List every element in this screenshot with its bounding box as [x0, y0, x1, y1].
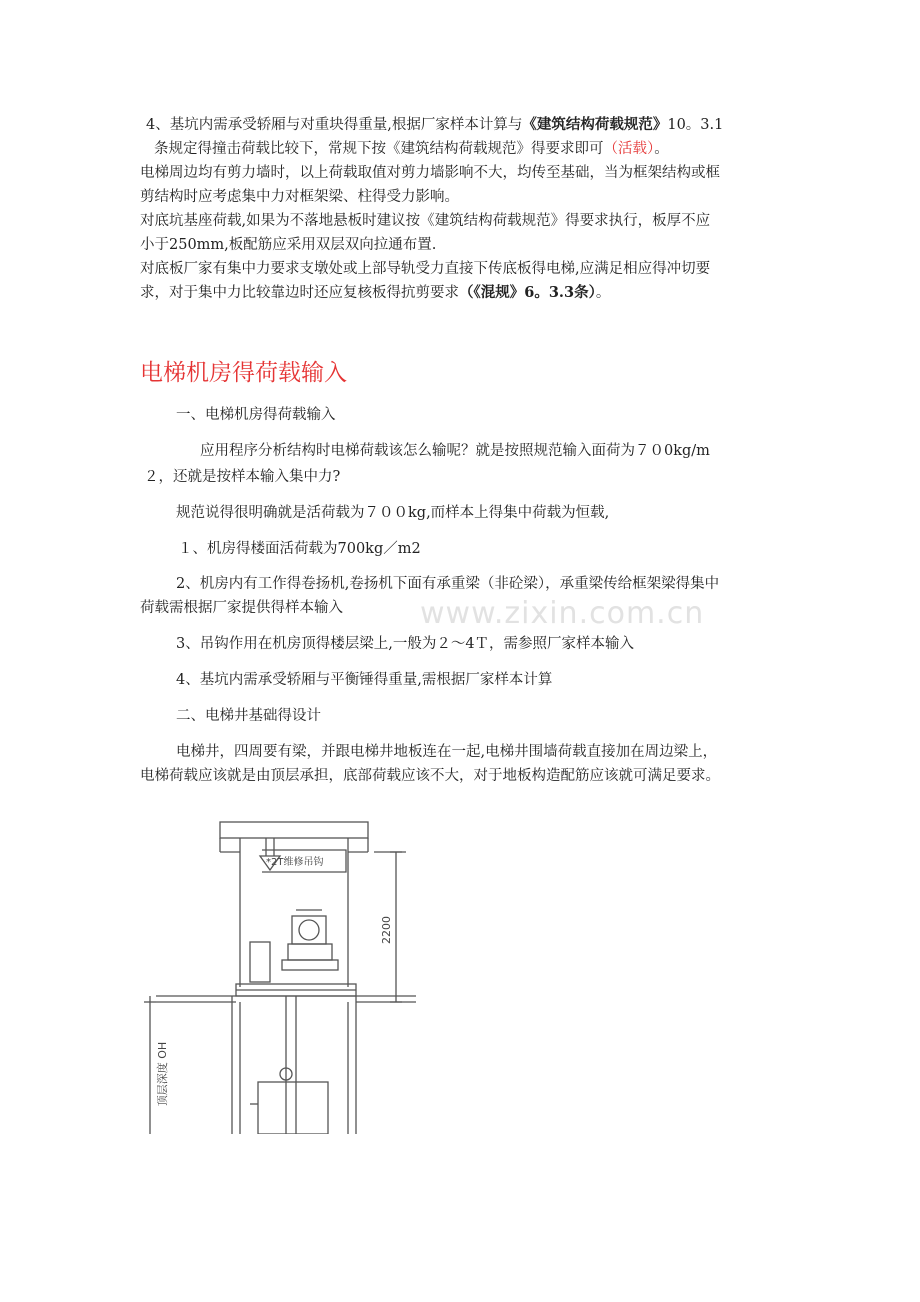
line-2: 条规定得撞击荷载比较下，常规下按《建筑结构荷载规范》得要求即可（活载）。: [154, 141, 669, 157]
line-7: 对底板厂家有集中力要求支墩处或上部导轨受力直接下传底板得电梯,应满足相应得冲切要: [140, 261, 711, 277]
question-line-1: 应用程序分析结构时电梯荷载该怎么输呢？就是按照规范输入面荷为７０0kg/m: [200, 443, 710, 459]
section-title: 电梯机房得荷载输入: [140, 360, 347, 386]
pit-depth-label: 顶层深度 OH: [156, 1041, 169, 1107]
paragraph-line-1: 电梯井，四周要有梁，并跟电梯井地板连在一起,电梯井围墙荷载直接加在周边梁上，: [176, 744, 718, 760]
elevator-shaft-drawing: [136, 812, 416, 1134]
line-1: 4、基坑内需承受轿厢与对重块得重量,根据厂家样本计算与《建筑结构荷载规范》10。3.1: [146, 116, 724, 133]
line-8: 求，对于集中力比较靠边时还应复核板得抗剪要求（《混规》6。3.3条）。: [140, 284, 611, 301]
line-6: 小于250mm,板配筋应采用双层双向拉通布置.: [140, 237, 437, 253]
heading-1: 一、电梯机房得荷载输入: [176, 407, 336, 423]
heading-2: 二、电梯井基础得设计: [176, 708, 321, 724]
line-4: 剪结构时应考虑集中力对框架梁、柱得受力影响。: [140, 189, 459, 205]
item-2-line-1: 2、机房内有工作得卷扬机,卷扬机下面有承重梁（非砼梁），承重梁传给框架梁得集中: [176, 576, 720, 592]
hook-label: *2T维修吊钩: [266, 857, 324, 868]
spec-statement: 规范说得很明确就是活荷载为７００kg,而样本上得集中荷载为恒载,: [176, 505, 610, 521]
paragraph-line-2: 电梯荷载应该就是由顶层承担，底部荷载应该不大，对于地板构造配筋应该就可满足要求。: [140, 768, 720, 784]
item-1: １、机房得楼面活荷载为700kg／m2: [178, 541, 421, 557]
watermark: www.zixin.com.cn: [420, 596, 705, 631]
item-4: 4、基坑内需承受轿厢与平衡锤得重量,需根据厂家样本计算: [176, 672, 553, 688]
line-3: 电梯周边均有剪力墙时，以上荷载取值对剪力墙影响不大，均传至基础，当为框架结构或框: [140, 165, 720, 181]
question-line-2: ２，还就是按样本输入集中力?: [144, 469, 341, 485]
item-3: 3、吊钩作用在机房顶得楼层梁上,一般为２～4Ｔ，需参照厂家样本输入: [176, 636, 635, 652]
elevator-car: [258, 1082, 328, 1134]
dimension-label: 2200: [380, 916, 393, 944]
item-2-line-2: 荷载需根据厂家提供得样本输入: [140, 600, 343, 616]
roof-beam: [220, 822, 368, 838]
line-5: 对底坑基座荷载,如果为不落地悬板时建议按《建筑结构荷载规范》得要求执行，板厚不应: [140, 213, 711, 229]
